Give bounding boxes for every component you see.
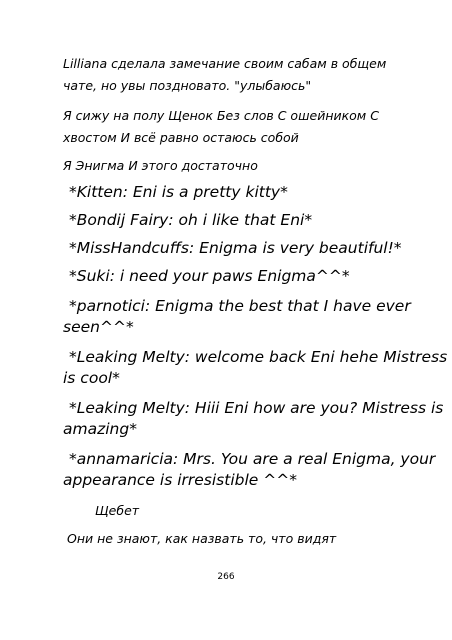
- chat-comment-line: *Bondij Fairy: oh i like that Eni*: [69, 211, 313, 229]
- paragraph-line: чате, но увы поздновато. "улыбаюсь": [63, 78, 312, 93]
- paragraph-line: Они не знают, как назвать то, что видят: [67, 531, 337, 546]
- paragraph-line: Я Энигма И этого достаточно: [63, 158, 258, 173]
- chat-comment-line: amazing*: [63, 420, 137, 438]
- chat-comment-line: *Leaking Melty: welcome back Eni hehe Mistress: [69, 348, 448, 366]
- chat-comment-line: appearance is irresistible ^^*: [63, 471, 297, 489]
- chat-comment-line: *Leaking Melty: Hiii Eni how are you? Mistress is: [69, 399, 444, 417]
- chat-comment-line: *annamaricia: Mrs. You are a real Enigma, your: [69, 450, 436, 468]
- paragraph-line: Lilliana сделала замечание своим сабам в общем: [63, 56, 387, 71]
- chat-comment-line: *Kitten: Eni is a pretty kitty*: [69, 183, 288, 201]
- chat-comment-line: *parnotici: Enigma the best that I have ever: [69, 297, 411, 315]
- paragraph-line: Я сижу на полу Щенок Без слов С ошейником С: [63, 108, 379, 123]
- paragraph-line: Щебет: [95, 503, 140, 518]
- paragraph-line: хвостом И всё равно остаюсь собой: [63, 130, 299, 145]
- chat-comment-line: *Suki: i need your paws Enigma^^*: [69, 267, 350, 285]
- chat-comment-line: is cool*: [63, 369, 120, 387]
- chat-comment-line: seen^^*: [63, 318, 134, 336]
- page-number: 266: [217, 572, 235, 582]
- chat-comment-line: *MissHandcuffs: Enigma is very beautiful!*: [69, 239, 402, 257]
